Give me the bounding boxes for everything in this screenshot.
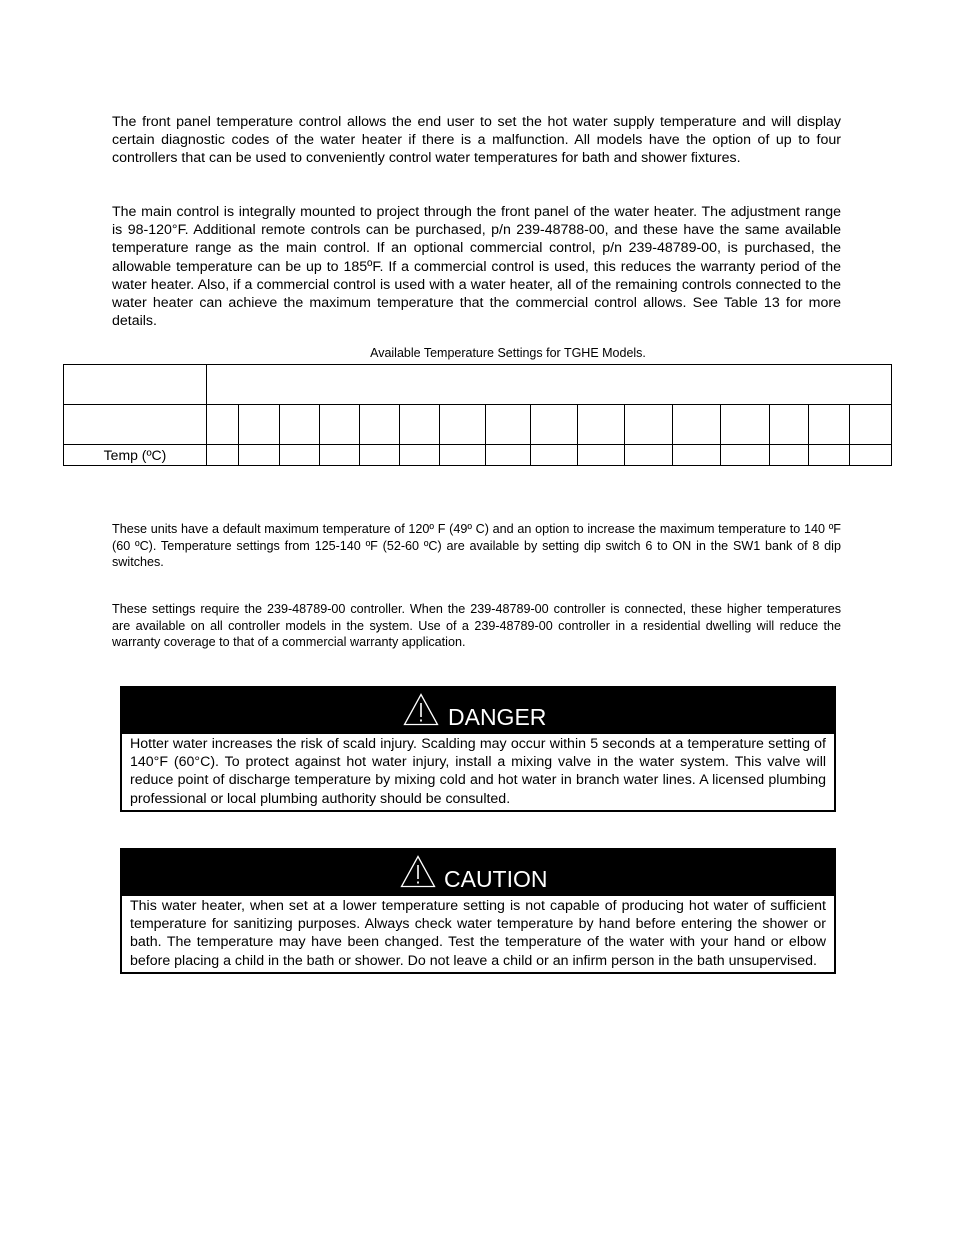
caution-text: This water heater, when set at a lower temperature setting is not capable of producing hot water of sufficient temperature for sanitizing purposes. Always check water temperature by hand before entering the shower or bath. The temperature may have been changed. Test the temperature of the water with your hand or elbow before placing a child in the bath or shower. Do not leave a child or an infirm person in the bath unsupervised. <box>130 898 826 969</box>
table-cell <box>207 405 239 445</box>
table-row <box>64 445 892 466</box>
table-cell <box>486 405 531 445</box>
table-cell <box>625 445 673 466</box>
danger-text: Hotter water increases the risk of scald injury. Scalding may occur within 5 seconds at a temperature setting of 140°F (60°C). To protect against hot water injury, install a mixing valve in the water system. This valve will reduce point of discharge temperature by mixing cold and hot water in branch water lines. A licensed plumbing professional or local plumbing authority should be consulted. <box>130 736 826 807</box>
table-cell <box>400 445 440 466</box>
warning-triangle-icon <box>400 855 436 888</box>
table-cell <box>280 405 320 445</box>
table-cell <box>360 445 400 466</box>
table-cell <box>673 445 721 466</box>
note-commercial-controller: These settings require the 239-48789-00 controller. When the 239-48789-00 controller is connected, these higher temperatures are available on all controller models in the system. Use of a 239-48789-00 controller in a residential dwelling will reduce the warranty coverage to that of a commercial warranty application. <box>112 602 841 650</box>
table-cell <box>578 445 625 466</box>
table-caption: Available Temperature Settings for TGHE Models. <box>370 346 646 360</box>
table-cell <box>207 365 892 405</box>
table-cell <box>280 445 320 466</box>
intro-paragraph-1: The front panel temperature control allows the end user to set the hot water supply temperature and will display certain diagnostic codes of the water heater if there is a malfunction. All models have the option of up to four controllers that can be used to conveniently control water temperatures for bath and shower fixtures. <box>112 114 841 167</box>
table-cell <box>360 405 400 445</box>
table-cell <box>239 445 280 466</box>
note-default-max-temp: These units have a default maximum temperature of 120º F (49º C) and an option to increase the maximum temperature to 140 ºF (60 ºC). Temperature settings from 125-140 ºF (52-60 ºC) are available by setting dip switch 6 to ON in the SW1 bank of 8 dip switches. <box>112 522 841 570</box>
table-cell <box>320 405 360 445</box>
table-cell <box>850 445 892 466</box>
table-cell <box>531 405 578 445</box>
table-cell <box>239 405 280 445</box>
danger-title: DANGER <box>448 704 547 730</box>
table-cell <box>64 405 207 445</box>
danger-box <box>120 686 836 812</box>
table-cell <box>809 445 850 466</box>
intro-paragraph-2: The main control is integrally mounted to project through the front panel of the water heater. The adjustment range is 98-120°F. Additional remote controls can be purchased, p/n 239-48788-00, and these have the same available temperature range as the main control. If an optional commercial control, p/n 239-48789-00, is purchased, the allowable temperature can be up to 185ºF. If a commercial control is used, this reduces the warranty period of the water heater. Also, if a commercial control is used with a water heater, all of the remaining controls connected to the water heater can achieve the maximum temperature that the commercial control allows. See Table 13 for more details. <box>112 204 841 330</box>
table-cell <box>320 445 360 466</box>
table-cell <box>770 445 809 466</box>
caution-title: CAUTION <box>444 866 548 892</box>
table-cell <box>721 405 770 445</box>
table-cell <box>809 405 850 445</box>
table-cell <box>400 405 440 445</box>
table-cell <box>578 405 625 445</box>
caution-header <box>122 850 834 896</box>
table-cell <box>207 445 239 466</box>
temperature-table <box>63 364 892 466</box>
table-cell <box>770 405 809 445</box>
table-cell <box>486 445 531 466</box>
danger-header <box>122 688 834 734</box>
warning-triangle-icon <box>403 693 439 726</box>
table-cell <box>440 405 486 445</box>
table-row <box>64 365 892 405</box>
table-cell <box>721 445 770 466</box>
table-cell <box>625 405 673 445</box>
table-cell <box>673 405 721 445</box>
table-cell <box>440 445 486 466</box>
table-row <box>64 405 892 445</box>
caution-box <box>120 848 836 974</box>
table-cell <box>64 365 207 405</box>
table-cell <box>531 445 578 466</box>
temp-celsius-label: Temp (ºC) <box>64 445 207 466</box>
table-cell <box>850 405 892 445</box>
